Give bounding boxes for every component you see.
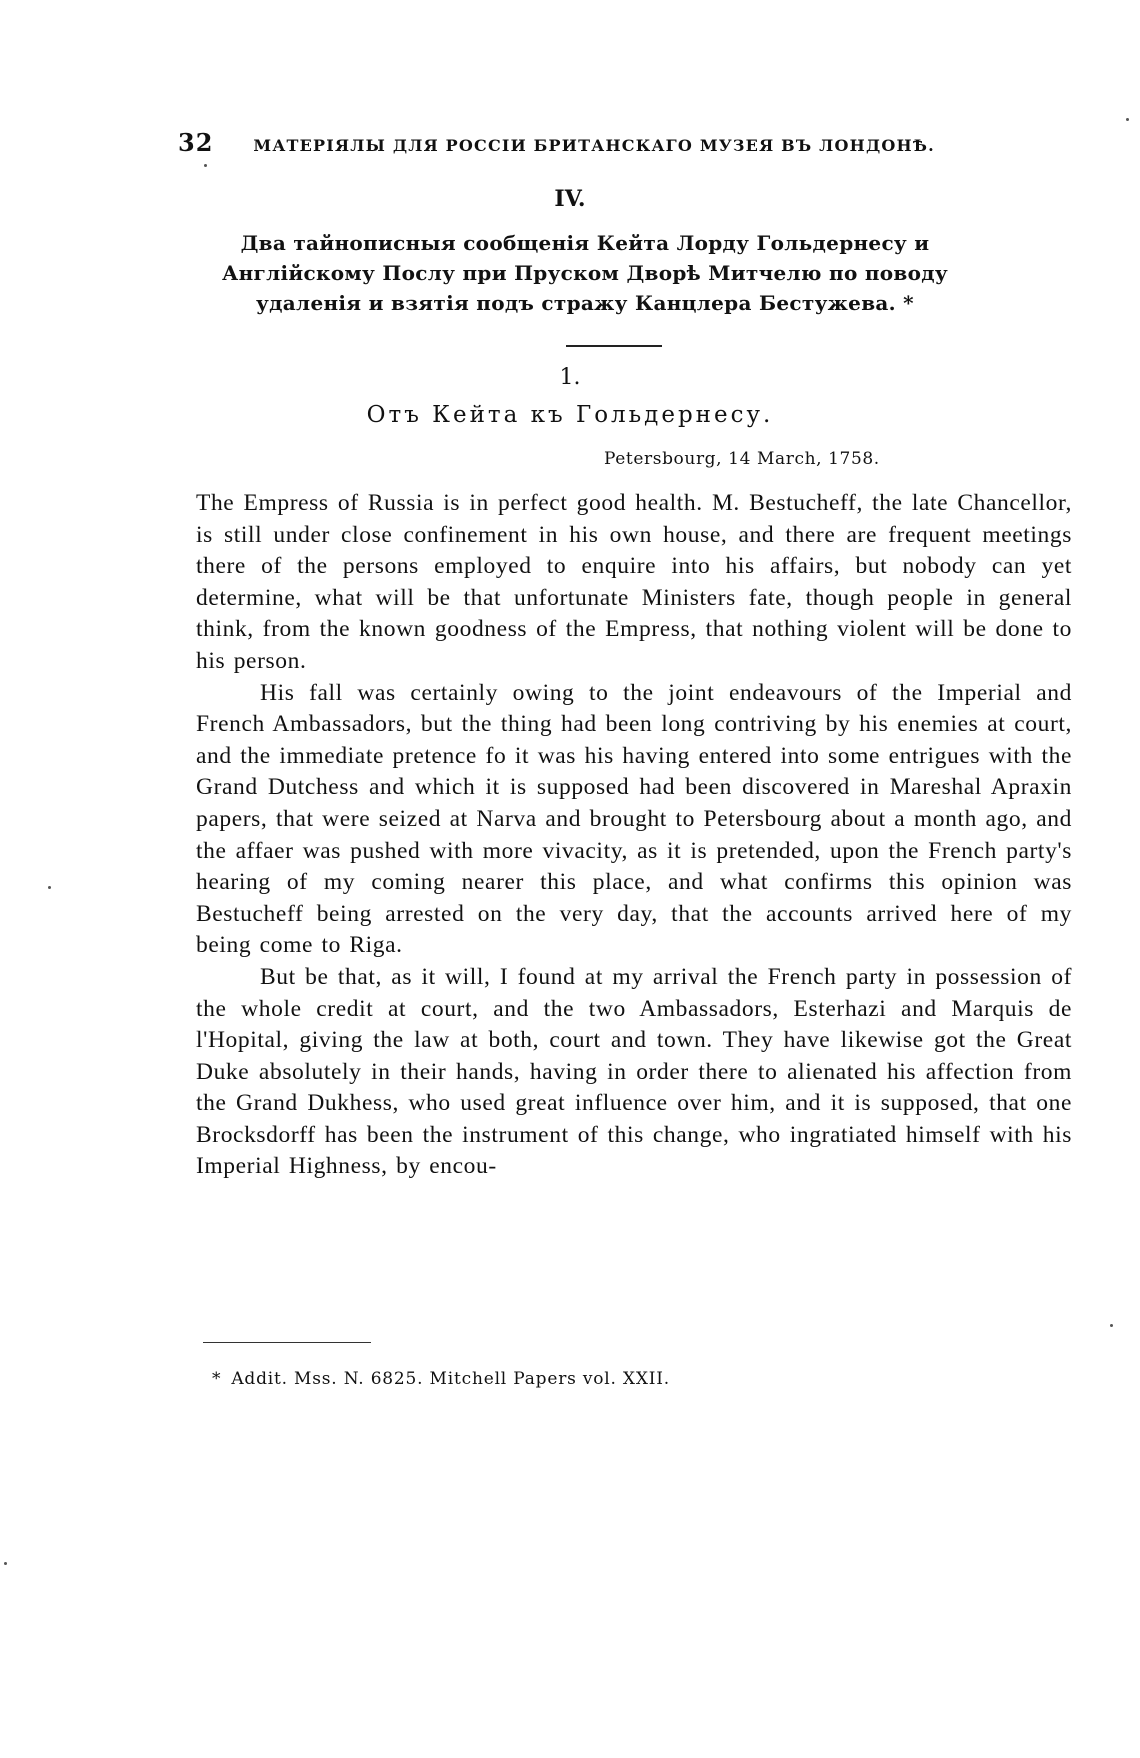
section-heading: Два тайнописныя сообщенія Кейта Лорду Гольдернесу и Англійскому Послу при Пруском Дворѣ Митчелю по поводу удаленія и взятія подъ стражу Канцлера Бестужева. *: [222, 231, 948, 315]
heading-divider: [566, 345, 662, 347]
letter-heading: Отъ Кейта къ Гольдернесу.: [366, 402, 774, 428]
scan-speck: [1110, 1324, 1113, 1327]
letter-body: [196, 488, 1072, 1183]
footnote-text: Addit. Mss. N. 6825. Mitchell Papers vol. XXII.: [231, 1369, 670, 1389]
running-title: МАТЕРІЯЛЫ ДЛЯ РОССІИ БРИТАНСКАГО МУЗЕЯ ВЪ ЛОНДОНѢ.: [253, 136, 935, 155]
page-number: 32: [178, 128, 214, 157]
section-number: IV.: [554, 186, 586, 212]
paragraph: But be that, as it will, I found at my arrival the French party in possession of the whole credit at court, and the two Ambassadors, Esterhazi and Marquis de l'Hopital, giving the law at both, court and town. They have likewise got the Great Duke absolutely in their hands, having in order there to alienated his affection from the Grand Dukhess, who used great influence over him, and it is supposed, that one Brocksdorff has been the instrument of this change, who ingratiated himself with his Imperial Highness, by encou-: [196, 963, 1072, 1180]
paragraph: His fall was certainly owing to the joint endeavours of the Imperial and French Ambassadors, but the thing had been long contriving by his enemies at court, and the immediate pretence fo it was his having entered into some entrigues with the Grand Dutchess and which it is supposed had been discovered in Mareshal Apraxin papers, that were seized at Narva and brought to Petersbourg about a month ago, and the affaer was pushed with more vivacity, as it is pretended, upon the French party's hearing of my coming nearer this place, and what confirms this opinion was Bestucheff being arrested on the very day, that the accounts arrived here of my being come to Riga.: [196, 679, 1072, 959]
scan-speck: [48, 886, 51, 889]
footnote-rule: [203, 1342, 371, 1343]
running-header: [178, 128, 978, 157]
scan-speck: [4, 1562, 7, 1565]
letter-dateline: Petersbourg, 14 March, 1758.: [604, 449, 880, 469]
scan-speck: [204, 164, 207, 167]
paragraph: The Empress of Russia is in perfect good health. M. Bestucheff, the late Chancellor, is still under close confinement in his own house, and there are frequent meetings there of the persons employed to enquire into his affairs, but nobody can yet determine, what will be that unfortunate Ministers fate, though people in general think, from the known goodness of the Empress, that nothing violent will be done to his person.: [196, 490, 1072, 674]
letter-number: 1.: [559, 365, 581, 390]
scan-speck: [1126, 118, 1129, 121]
footnote: [212, 1369, 670, 1389]
footnote-marker: *: [212, 1369, 222, 1389]
